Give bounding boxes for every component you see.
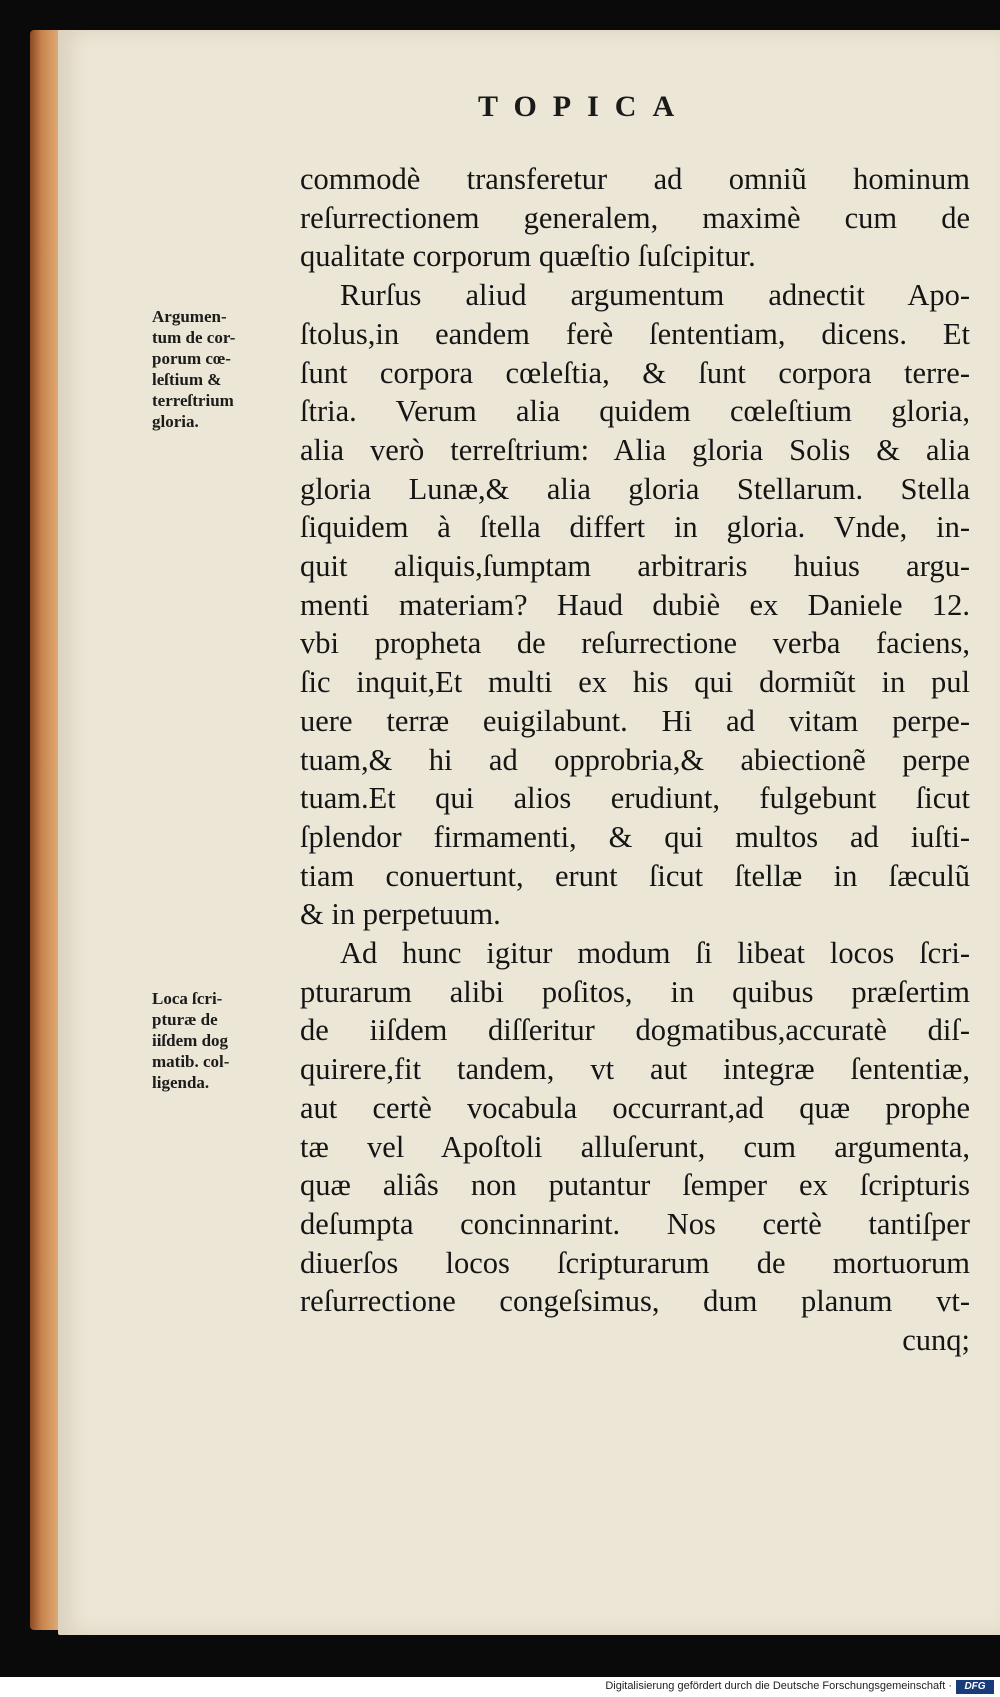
text-line: tæ vel Apoſtoli alluſerunt, cum argumenta, xyxy=(300,1129,970,1164)
margin-note-line: tum de cor- xyxy=(152,328,236,347)
text-line: menti materiam? Haud dubiè ex Daniele 12. xyxy=(300,587,970,622)
text-line: quirere,fit tandem, vt aut integræ ſententiæ, xyxy=(300,1052,970,1087)
text-line: pturarum alibi poſitos, in quibus præſertim xyxy=(300,974,970,1009)
text-line: ſunt corpora cœleſtia, & ſunt corpora terre- xyxy=(300,355,970,390)
text-line: ſiquidem à ſtella differt in gloria. Vnde, in- xyxy=(300,510,970,545)
text-line: gloria Lunæ,& alia gloria Stellarum. Stella xyxy=(300,471,970,506)
text-line: Ad hunc igitur modum ſi libeat locos ſcri- xyxy=(340,936,970,971)
margin-note-line: gloria. xyxy=(152,412,199,431)
margin-note-gloria xyxy=(152,306,297,432)
text-line: quæ aliâs non putantur ſemper ex ſcripturis xyxy=(300,1168,970,1203)
margin-note-line: leſtium & xyxy=(152,370,222,389)
text-line: alia verò terreſtrium: Alia gloria Solis & alia xyxy=(300,432,970,467)
margin-note-line: ligenda. xyxy=(152,1073,210,1092)
main-text-block xyxy=(300,160,970,1360)
text-line: tuam.Et qui alios erudiunt, fulgebunt ſicut xyxy=(300,781,970,816)
text-line: reſurrectionem generalem, maximè cum de xyxy=(300,200,970,235)
margin-note-line: pturæ de xyxy=(152,1010,218,1029)
margin-note-line: Loca ſcri- xyxy=(152,989,223,1008)
text-line: ſplendor firmamenti, & qui multos ad iuſti- xyxy=(300,819,970,854)
text-line: aut certè vocabula occurrant,ad quæ prophe xyxy=(300,1090,970,1125)
text-line: ſtria. Verum alia quidem cœleſtium gloria, xyxy=(300,394,970,429)
margin-note-line: terreſtrium xyxy=(152,391,234,410)
text-line: ſic inquit,Et multi ex his qui dormiũt in pul xyxy=(300,665,970,700)
text-line: Rurſus aliud argumentum adnectit Apo- xyxy=(340,278,970,313)
text-line: de iiſdem diſſeritur dogmatibus,accuratè diſ- xyxy=(300,1013,970,1048)
text-line: uere terræ euigilabunt. Hi ad vitam perpe- xyxy=(300,703,970,738)
text-line: tuam,& hi ad opprobria,& abiectionẽ perpe xyxy=(300,742,970,777)
margin-note-loca xyxy=(152,988,297,1093)
margin-note-line: Argumen- xyxy=(152,307,227,326)
funding-notice: Digitalisierung gefördert durch die Deutsche Forschungsgemeinschaft · xyxy=(605,1680,952,1692)
text-line: vbi propheta de reſurrectione verba faciens, xyxy=(300,626,970,661)
text-line: deſumpta concinnarint. Nos certè tantiſper xyxy=(300,1206,970,1241)
text-line: qualitate corporum quæſtio ſuſcipitur. xyxy=(300,239,756,274)
text-line: reſurrectione congeſsimus, dum planum vt- xyxy=(300,1284,970,1319)
text-line: tiam conuertunt, erunt ſicut ſtellæ in ſæculũ xyxy=(300,858,970,893)
dfg-logo-icon: DFG xyxy=(956,1680,994,1694)
running-head: TOPICA xyxy=(478,90,691,123)
text-line: ſtolus,in eandem ferè ſententiam, dicens. Et xyxy=(300,316,970,351)
margin-note-line: porum cœ- xyxy=(152,349,231,368)
text-line: & in perpetuum. xyxy=(300,897,501,932)
margin-note-line: matib. col- xyxy=(152,1052,230,1071)
margin-note-line: iiſdem dog xyxy=(152,1031,229,1050)
text-line: diuerſos locos ſcripturarum de mortuorum xyxy=(300,1245,970,1280)
text-line: commodè transferetur ad omniũ hominum xyxy=(300,162,970,196)
catchword: cunq; xyxy=(902,1323,970,1358)
text-line: quit aliquis,ſumptam arbitraris huius argu- xyxy=(300,549,970,584)
